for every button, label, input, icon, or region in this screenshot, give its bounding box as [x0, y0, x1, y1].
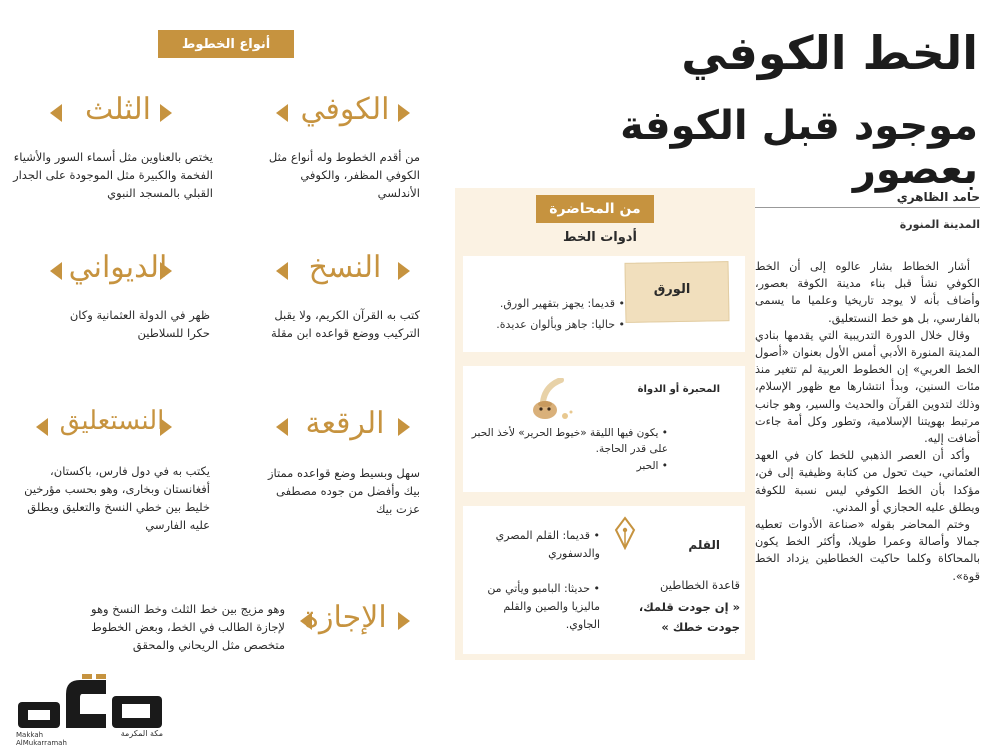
article-body: [755, 258, 980, 585]
types-tab: أنواع الخطوط: [158, 30, 294, 58]
headline-line-2: موجود قبل الكوفة بعصور: [620, 103, 978, 193]
pen-quote-line-1: « إن جودت قلمك،: [638, 600, 740, 614]
headline-line-1: الخط الكوفي: [681, 26, 978, 80]
paper-label: الورق: [653, 282, 691, 297]
script-desc-ijaza: وهو مزيج بين خط الثلث وخط النسخ وهو لإجازة الطالب في الخط، وبعض الخطوط متخصص مثل الريحاني والمحقق: [91, 602, 285, 652]
arrow-left-icon: [276, 104, 288, 122]
author-name: حامد الظاهري: [896, 190, 980, 204]
pen-label: القلم: [688, 538, 720, 552]
pen-quote-line-2: جودت خطك »: [661, 620, 740, 634]
script-title-diwani: الديواني: [68, 250, 168, 285]
script-title-ijaza: الإجازة: [303, 600, 387, 635]
arrow-left-icon: [50, 262, 62, 280]
script-desc-nastaliq: يكتب به في دول فارس، باكستان، أفغانستان وبخارى، وهو بحسب مؤرخين خليط بين خطي النسخ والتعليق ويطلق عليه الفارسي: [24, 464, 210, 532]
arrow-left-icon: [276, 418, 288, 436]
article-paragraph: وقال خلال الدورة التدريبية التي يقدمها بنادي المدينة المنورة الأدبي أمس الأول بعنوان «أصول الخط العربي» إن الخطوط العربية لم تتغير منذ مئات السنين، وبدأ انتشارها مع ظهور الإسلام، وذلك لتدوين القرآن والحديث والسير، وهو جانب مرتبط بهويتنا الإسلامية، وتطور وكل أمة جاءت أضافت إليه.: [755, 328, 980, 446]
script-desc-naskh: كتب به القرآن الكريم، ولا يقبل التركيب ووضع قواعده ابن مقلة: [270, 308, 420, 340]
tools-title: أدوات الخط: [563, 230, 637, 245]
arrow-left-icon: [36, 418, 48, 436]
ink-text-2: • الحبر: [636, 460, 668, 472]
arrow-left-icon: [50, 104, 62, 122]
ink-label: المحبرة أو الدواة: [637, 384, 720, 395]
arrow-left-icon: [300, 612, 312, 630]
pen-old-text: • قديما: القلم المصري والدسفوري: [495, 529, 600, 560]
script-title-kufi: الكوفي: [300, 92, 390, 127]
ink-text-1: • يكون فيها الليقة «خيوط الحرير» لأخذ الحبر على قدر الحاجة.: [471, 427, 668, 455]
pen-nib-icon: [612, 516, 638, 550]
article-paragraph: أشار الخطاط بشار عالوه إلى أن الخط الكوفي نشأ قبل بناء مدينة الكوفة بعصور، وأضاف بأنه لا يوجد تاريخيا وعلميا ما يسمى بالفارسي، بل هو خط النستعليق.: [755, 260, 980, 325]
paper-new-text: • حاليا: جاهز وبألوان عديدة.: [496, 318, 625, 331]
script-desc-thuluth: يختص بالعناوين مثل أسماء السور والأشياء الفخمة والكبيرة مثل الموجودة على الجدار القبلي بالمسجد النبوي: [13, 150, 213, 200]
paper-old-text: • قديما: يجهز بتقهير الورق.: [499, 297, 625, 310]
pen-new-text: • حديثا: البامبو ويأتي من ماليزيا والصين والقلم الجاوي.: [487, 582, 600, 631]
article-paragraph: وختم المحاضر بقوله «صناعة الأدوات تعطيه جمالا وأصالة وعمرا طويلا، وأكثر الخط يكون بالمحاكاة وكلما حاكيت الخطاطين يزداد الخط قوة».: [755, 518, 980, 583]
makkah-logo: [16, 674, 164, 730]
script-title-thuluth: الثلث: [85, 92, 151, 127]
script-desc-diwani: ظهر في الدولة العثمانية وكان حكرا للسلاطين: [69, 308, 210, 340]
arrow-left-icon: [276, 262, 288, 280]
inkwell-icon: [525, 378, 577, 422]
script-title-ruqaa: الرقعة: [305, 406, 385, 441]
lecture-tab: من المحاضرة: [536, 195, 654, 223]
script-desc-kufi: من أقدم الخطوط وله أنواع مثل الكوفي المظفر، والكوفي الأندلسي: [268, 150, 420, 200]
logo-caption-ar: مكة المكرمة: [120, 729, 163, 738]
byline-city: المدينة المنورة: [899, 218, 980, 231]
script-desc-ruqaa: سهل وبسيط وضع قواعده ممتاز بيك وأفضل من جوده مصطفى عزت بيك: [268, 466, 420, 516]
script-title-nastaliq: النستعليق: [59, 406, 165, 436]
byline: [755, 190, 980, 208]
pen-quote-title: قاعدة الخطاطين: [659, 578, 740, 592]
logo-caption-en: Makkah AlMukarramah: [16, 731, 67, 747]
article-paragraph: وأكد أن العصر الذهبي للخط كان في العهد العثماني، حيث تحول من كتابة وظيفية إلى فن، مؤكدا بأن الخط الكوفي ليس نسبة للكوفة ويطلق عليه الحجازي أو المدني.: [755, 449, 980, 514]
script-title-naskh: النسخ: [308, 250, 382, 285]
